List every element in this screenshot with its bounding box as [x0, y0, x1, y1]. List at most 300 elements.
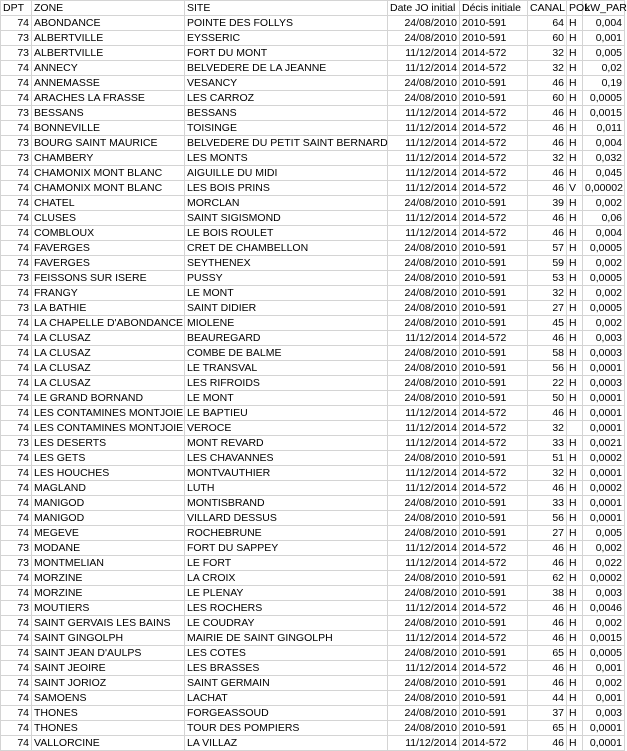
cell-dpt[interactable]: 74 [1, 736, 32, 751]
cell-canal[interactable]: 62 [528, 571, 567, 586]
cell-kw[interactable]: 0,0015 [583, 631, 625, 646]
cell-zone[interactable]: ALBERTVILLE [32, 46, 185, 61]
cell-kw[interactable]: 0,06 [583, 211, 625, 226]
cell-pol[interactable]: H [567, 16, 583, 31]
cell-site[interactable]: TOISINGE [185, 121, 388, 136]
cell-dpt[interactable]: 74 [1, 616, 32, 631]
cell-date[interactable]: 24/08/2010 [388, 91, 460, 106]
cell-site[interactable]: BELVEDERE DU PETIT SAINT BERNARD [185, 136, 388, 151]
cell-zone[interactable]: ABONDANCE [32, 16, 185, 31]
header-decis[interactable]: Décis initiale [460, 1, 528, 16]
cell-dpt[interactable]: 73 [1, 556, 32, 571]
cell-decis[interactable]: 2010-591 [460, 256, 528, 271]
cell-zone[interactable]: LES HOUCHES [32, 466, 185, 481]
cell-decis[interactable]: 2010-591 [460, 196, 528, 211]
cell-dpt[interactable]: 74 [1, 121, 32, 136]
cell-decis[interactable]: 2010-591 [460, 571, 528, 586]
cell-decis[interactable]: 2010-591 [460, 676, 528, 691]
cell-zone[interactable]: THONES [32, 706, 185, 721]
cell-zone[interactable]: ALBERTVILLE [32, 31, 185, 46]
cell-dpt[interactable]: 74 [1, 286, 32, 301]
cell-dpt[interactable]: 73 [1, 301, 32, 316]
cell-zone[interactable]: SAINT JEOIRE [32, 661, 185, 676]
cell-date[interactable]: 24/08/2010 [388, 361, 460, 376]
cell-canal[interactable]: 27 [528, 526, 567, 541]
cell-kw[interactable]: 0,0015 [583, 106, 625, 121]
cell-pol[interactable]: H [567, 601, 583, 616]
cell-canal[interactable]: 37 [528, 706, 567, 721]
cell-pol[interactable]: H [567, 406, 583, 421]
cell-dpt[interactable]: 73 [1, 31, 32, 46]
cell-decis[interactable]: 2010-591 [460, 376, 528, 391]
cell-site[interactable]: LUTH [185, 481, 388, 496]
cell-canal[interactable]: 46 [528, 121, 567, 136]
cell-decis[interactable]: 2010-591 [460, 706, 528, 721]
cell-kw[interactable]: 0,0001 [583, 391, 625, 406]
cell-decis[interactable]: 2010-591 [460, 91, 528, 106]
cell-decis[interactable]: 2014-572 [460, 556, 528, 571]
cell-dpt[interactable]: 74 [1, 586, 32, 601]
cell-kw[interactable]: 0,0001 [583, 511, 625, 526]
cell-decis[interactable]: 2010-591 [460, 301, 528, 316]
cell-dpt[interactable]: 74 [1, 466, 32, 481]
cell-zone[interactable]: ANNEMASSE [32, 76, 185, 91]
cell-date[interactable]: 24/08/2010 [388, 271, 460, 286]
cell-canal[interactable]: 32 [528, 466, 567, 481]
cell-dpt[interactable]: 74 [1, 451, 32, 466]
cell-date[interactable]: 11/12/2014 [388, 211, 460, 226]
cell-site[interactable]: VESANCY [185, 76, 388, 91]
cell-zone[interactable]: CHAMONIX MONT BLANC [32, 166, 185, 181]
cell-decis[interactable]: 2010-591 [460, 451, 528, 466]
cell-canal[interactable]: 46 [528, 106, 567, 121]
cell-date[interactable]: 24/08/2010 [388, 346, 460, 361]
cell-decis[interactable]: 2014-572 [460, 421, 528, 436]
cell-canal[interactable]: 46 [528, 211, 567, 226]
cell-pol[interactable]: H [567, 721, 583, 736]
cell-canal[interactable]: 59 [528, 256, 567, 271]
cell-site[interactable]: LA VILLAZ [185, 736, 388, 751]
cell-zone[interactable]: SAINT JEAN D'AULPS [32, 646, 185, 661]
cell-pol[interactable]: H [567, 661, 583, 676]
cell-dpt[interactable]: 74 [1, 76, 32, 91]
cell-canal[interactable]: 22 [528, 376, 567, 391]
cell-kw[interactable]: 0,001 [583, 691, 625, 706]
cell-site[interactable]: FORT DU SAPPEY [185, 541, 388, 556]
cell-zone[interactable]: MANIGOD [32, 511, 185, 526]
cell-kw[interactable]: 0,002 [583, 286, 625, 301]
cell-dpt[interactable]: 73 [1, 106, 32, 121]
cell-dpt[interactable]: 74 [1, 331, 32, 346]
cell-date[interactable]: 11/12/2014 [388, 136, 460, 151]
cell-decis[interactable]: 2010-591 [460, 721, 528, 736]
cell-canal[interactable]: 32 [528, 151, 567, 166]
cell-dpt[interactable]: 74 [1, 481, 32, 496]
cell-date[interactable]: 11/12/2014 [388, 466, 460, 481]
cell-kw[interactable]: 0,011 [583, 121, 625, 136]
cell-kw[interactable]: 0,005 [583, 46, 625, 61]
cell-zone[interactable]: MONTMELIAN [32, 556, 185, 571]
cell-zone[interactable]: ANNECY [32, 61, 185, 76]
cell-decis[interactable]: 2010-591 [460, 646, 528, 661]
cell-zone[interactable]: BOURG SAINT MAURICE [32, 136, 185, 151]
cell-site[interactable]: COMBE DE BALME [185, 346, 388, 361]
cell-kw[interactable]: 0,0001 [583, 466, 625, 481]
cell-canal[interactable]: 46 [528, 616, 567, 631]
cell-kw[interactable]: 0,002 [583, 316, 625, 331]
cell-zone[interactable]: LA CLUSAZ [32, 346, 185, 361]
cell-dpt[interactable]: 74 [1, 691, 32, 706]
cell-zone[interactable]: MORZINE [32, 586, 185, 601]
cell-dpt[interactable]: 73 [1, 136, 32, 151]
cell-decis[interactable]: 2010-591 [460, 316, 528, 331]
cell-canal[interactable]: 46 [528, 136, 567, 151]
cell-site[interactable]: POINTE DES FOLLYS [185, 16, 388, 31]
cell-decis[interactable]: 2014-572 [460, 601, 528, 616]
cell-site[interactable]: LE MONT [185, 286, 388, 301]
cell-decis[interactable]: 2010-591 [460, 346, 528, 361]
cell-date[interactable]: 11/12/2014 [388, 151, 460, 166]
cell-date[interactable]: 11/12/2014 [388, 331, 460, 346]
cell-pol[interactable]: H [567, 166, 583, 181]
cell-kw[interactable]: 0,0003 [583, 376, 625, 391]
cell-site[interactable]: PUSSY [185, 271, 388, 286]
cell-zone[interactable]: COMBLOUX [32, 226, 185, 241]
cell-kw[interactable]: 0,0046 [583, 601, 625, 616]
cell-zone[interactable]: MOUTIERS [32, 601, 185, 616]
cell-site[interactable]: MIOLENE [185, 316, 388, 331]
cell-site[interactable]: SEYTHENEX [185, 256, 388, 271]
cell-zone[interactable]: MORZINE [32, 571, 185, 586]
cell-date[interactable]: 24/08/2010 [388, 196, 460, 211]
cell-pol[interactable]: H [567, 76, 583, 91]
cell-site[interactable]: LE BAPTIEU [185, 406, 388, 421]
cell-kw[interactable]: 0,0005 [583, 646, 625, 661]
cell-date[interactable]: 11/12/2014 [388, 736, 460, 751]
cell-kw[interactable]: 0,001 [583, 31, 625, 46]
cell-pol[interactable]: V [567, 181, 583, 196]
cell-date[interactable]: 24/08/2010 [388, 571, 460, 586]
cell-kw[interactable]: 0,0001 [583, 736, 625, 751]
header-kw[interactable]: kW_PAR [583, 1, 625, 16]
cell-kw[interactable]: 0,003 [583, 586, 625, 601]
cell-canal[interactable]: 58 [528, 346, 567, 361]
cell-canal[interactable]: 46 [528, 631, 567, 646]
cell-zone[interactable]: LA CLUSAZ [32, 331, 185, 346]
cell-dpt[interactable]: 74 [1, 406, 32, 421]
cell-kw[interactable]: 0,02 [583, 61, 625, 76]
cell-zone[interactable]: THONES [32, 721, 185, 736]
cell-date[interactable]: 24/08/2010 [388, 241, 460, 256]
cell-site[interactable]: BESSANS [185, 106, 388, 121]
cell-canal[interactable]: 53 [528, 271, 567, 286]
cell-dpt[interactable]: 74 [1, 706, 32, 721]
cell-kw[interactable]: 0,0021 [583, 436, 625, 451]
cell-kw[interactable]: 0,003 [583, 331, 625, 346]
cell-dpt[interactable]: 74 [1, 16, 32, 31]
cell-decis[interactable]: 2010-591 [460, 16, 528, 31]
cell-kw[interactable]: 0,002 [583, 616, 625, 631]
cell-zone[interactable]: CHAMBERY [32, 151, 185, 166]
cell-canal[interactable]: 32 [528, 421, 567, 436]
cell-pol[interactable]: H [567, 91, 583, 106]
cell-pol[interactable]: H [567, 106, 583, 121]
cell-zone[interactable]: MANIGOD [32, 496, 185, 511]
cell-site[interactable]: LE PLENAY [185, 586, 388, 601]
cell-pol[interactable]: H [567, 331, 583, 346]
cell-kw[interactable]: 0,001 [583, 661, 625, 676]
cell-date[interactable]: 24/08/2010 [388, 16, 460, 31]
cell-pol[interactable]: H [567, 226, 583, 241]
header-dpt[interactable]: DPT [1, 1, 32, 16]
cell-canal[interactable]: 46 [528, 661, 567, 676]
cell-pol[interactable]: H [567, 376, 583, 391]
cell-site[interactable]: LES BRASSES [185, 661, 388, 676]
cell-kw[interactable]: 0,00002 [583, 181, 625, 196]
cell-date[interactable]: 24/08/2010 [388, 256, 460, 271]
cell-site[interactable]: LACHAT [185, 691, 388, 706]
cell-site[interactable]: MAIRIE DE SAINT GINGOLPH [185, 631, 388, 646]
cell-dpt[interactable]: 74 [1, 421, 32, 436]
cell-canal[interactable]: 33 [528, 496, 567, 511]
cell-pol[interactable]: H [567, 526, 583, 541]
cell-kw[interactable]: 0,045 [583, 166, 625, 181]
cell-decis[interactable]: 2010-591 [460, 76, 528, 91]
cell-dpt[interactable]: 74 [1, 91, 32, 106]
cell-kw[interactable]: 0,0005 [583, 241, 625, 256]
cell-date[interactable]: 24/08/2010 [388, 676, 460, 691]
cell-canal[interactable]: 65 [528, 721, 567, 736]
cell-zone[interactable]: LES CONTAMINES MONTJOIE [32, 406, 185, 421]
cell-decis[interactable]: 2010-591 [460, 271, 528, 286]
cell-decis[interactable]: 2010-591 [460, 496, 528, 511]
cell-pol[interactable] [567, 421, 583, 436]
cell-dpt[interactable]: 74 [1, 196, 32, 211]
cell-decis[interactable]: 2010-591 [460, 241, 528, 256]
cell-site[interactable]: LES BOIS PRINS [185, 181, 388, 196]
cell-decis[interactable]: 2014-572 [460, 541, 528, 556]
cell-decis[interactable]: 2014-572 [460, 631, 528, 646]
cell-canal[interactable]: 51 [528, 451, 567, 466]
cell-decis[interactable]: 2010-591 [460, 361, 528, 376]
cell-pol[interactable]: H [567, 316, 583, 331]
cell-decis[interactable]: 2014-572 [460, 331, 528, 346]
cell-site[interactable]: VILLARD DESSUS [185, 511, 388, 526]
cell-zone[interactable]: SAINT GINGOLPH [32, 631, 185, 646]
cell-date[interactable]: 24/08/2010 [388, 526, 460, 541]
cell-dpt[interactable]: 74 [1, 316, 32, 331]
cell-kw[interactable]: 0,0002 [583, 571, 625, 586]
cell-dpt[interactable]: 74 [1, 181, 32, 196]
cell-canal[interactable]: 50 [528, 391, 567, 406]
cell-site[interactable]: LE MONT [185, 391, 388, 406]
cell-site[interactable]: LE TRANSVAL [185, 361, 388, 376]
cell-zone[interactable]: FEISSONS SUR ISERE [32, 271, 185, 286]
cell-pol[interactable]: H [567, 736, 583, 751]
cell-pol[interactable]: H [567, 31, 583, 46]
cell-canal[interactable]: 46 [528, 406, 567, 421]
cell-canal[interactable]: 60 [528, 31, 567, 46]
cell-pol[interactable]: H [567, 511, 583, 526]
cell-site[interactable]: FORGEASSOUD [185, 706, 388, 721]
cell-site[interactable]: LES RIFROIDS [185, 376, 388, 391]
cell-date[interactable]: 24/08/2010 [388, 496, 460, 511]
cell-date[interactable]: 11/12/2014 [388, 121, 460, 136]
cell-date[interactable]: 24/08/2010 [388, 646, 460, 661]
cell-date[interactable]: 11/12/2014 [388, 436, 460, 451]
cell-decis[interactable]: 2014-572 [460, 121, 528, 136]
cell-pol[interactable]: H [567, 436, 583, 451]
cell-kw[interactable]: 0,0005 [583, 91, 625, 106]
cell-canal[interactable]: 60 [528, 91, 567, 106]
cell-pol[interactable]: H [567, 361, 583, 376]
cell-decis[interactable]: 2010-591 [460, 511, 528, 526]
cell-pol[interactable]: H [567, 706, 583, 721]
cell-canal[interactable]: 46 [528, 181, 567, 196]
cell-date[interactable]: 24/08/2010 [388, 376, 460, 391]
cell-canal[interactable]: 38 [528, 586, 567, 601]
cell-site[interactable]: LE COUDRAY [185, 616, 388, 631]
cell-dpt[interactable]: 74 [1, 61, 32, 76]
cell-pol[interactable]: H [567, 46, 583, 61]
cell-canal[interactable]: 33 [528, 436, 567, 451]
cell-dpt[interactable]: 73 [1, 271, 32, 286]
cell-canal[interactable]: 65 [528, 646, 567, 661]
cell-kw[interactable]: 0,002 [583, 196, 625, 211]
cell-date[interactable]: 24/08/2010 [388, 301, 460, 316]
cell-canal[interactable]: 46 [528, 541, 567, 556]
cell-zone[interactable]: VALLORCINE [32, 736, 185, 751]
cell-site[interactable]: LES ROCHERS [185, 601, 388, 616]
cell-dpt[interactable]: 74 [1, 361, 32, 376]
cell-date[interactable]: 24/08/2010 [388, 451, 460, 466]
cell-site[interactable]: EYSSERIC [185, 31, 388, 46]
cell-zone[interactable]: FAVERGES [32, 241, 185, 256]
cell-zone[interactable]: LA BATHIE [32, 301, 185, 316]
cell-dpt[interactable]: 74 [1, 661, 32, 676]
cell-decis[interactable]: 2010-591 [460, 616, 528, 631]
header-site[interactable]: SITE [185, 1, 388, 16]
cell-site[interactable]: BELVEDERE DE LA JEANNE [185, 61, 388, 76]
cell-kw[interactable]: 0,0005 [583, 301, 625, 316]
cell-dpt[interactable]: 74 [1, 256, 32, 271]
cell-zone[interactable]: LA CHAPELLE D'ABONDANCE [32, 316, 185, 331]
cell-pol[interactable]: H [567, 346, 583, 361]
cell-site[interactable]: FORT DU MONT [185, 46, 388, 61]
cell-kw[interactable]: 0,19 [583, 76, 625, 91]
cell-pol[interactable]: H [567, 286, 583, 301]
cell-decis[interactable]: 2014-572 [460, 151, 528, 166]
cell-pol[interactable]: H [567, 391, 583, 406]
cell-kw[interactable]: 0,0001 [583, 421, 625, 436]
cell-zone[interactable]: CHAMONIX MONT BLANC [32, 181, 185, 196]
cell-decis[interactable]: 2014-572 [460, 106, 528, 121]
cell-zone[interactable]: LES GETS [32, 451, 185, 466]
cell-decis[interactable]: 2010-591 [460, 391, 528, 406]
cell-canal[interactable]: 46 [528, 676, 567, 691]
cell-site[interactable]: LE FORT [185, 556, 388, 571]
cell-zone[interactable]: SAINT JORIOZ [32, 676, 185, 691]
cell-date[interactable]: 11/12/2014 [388, 106, 460, 121]
cell-date[interactable]: 24/08/2010 [388, 586, 460, 601]
cell-site[interactable]: MONTVAUTHIER [185, 466, 388, 481]
cell-date[interactable]: 11/12/2014 [388, 406, 460, 421]
cell-decis[interactable]: 2010-591 [460, 286, 528, 301]
cell-decis[interactable]: 2014-572 [460, 181, 528, 196]
cell-canal[interactable]: 46 [528, 76, 567, 91]
header-canal[interactable]: CANAL [528, 1, 567, 16]
cell-canal[interactable]: 46 [528, 481, 567, 496]
cell-canal[interactable]: 27 [528, 301, 567, 316]
cell-dpt[interactable]: 74 [1, 631, 32, 646]
cell-site[interactable]: SAINT DIDIER [185, 301, 388, 316]
cell-site[interactable]: LA CROIX [185, 571, 388, 586]
cell-zone[interactable]: LE GRAND BORNAND [32, 391, 185, 406]
cell-date[interactable]: 24/08/2010 [388, 691, 460, 706]
cell-dpt[interactable]: 74 [1, 646, 32, 661]
cell-date[interactable]: 24/08/2010 [388, 511, 460, 526]
cell-dpt[interactable]: 74 [1, 676, 32, 691]
cell-canal[interactable]: 32 [528, 61, 567, 76]
cell-date[interactable]: 11/12/2014 [388, 601, 460, 616]
cell-site[interactable]: TOUR DES POMPIERS [185, 721, 388, 736]
cell-pol[interactable]: H [567, 196, 583, 211]
cell-date[interactable]: 24/08/2010 [388, 76, 460, 91]
cell-site[interactable]: VEROCE [185, 421, 388, 436]
cell-zone[interactable]: CHATEL [32, 196, 185, 211]
cell-pol[interactable]: H [567, 481, 583, 496]
cell-dpt[interactable]: 73 [1, 541, 32, 556]
cell-decis[interactable]: 2010-591 [460, 691, 528, 706]
cell-zone[interactable]: MEGEVE [32, 526, 185, 541]
cell-pol[interactable]: H [567, 151, 583, 166]
cell-site[interactable]: CRET DE CHAMBELLON [185, 241, 388, 256]
cell-pol[interactable]: H [567, 496, 583, 511]
cell-date[interactable]: 11/12/2014 [388, 166, 460, 181]
cell-decis[interactable]: 2010-591 [460, 31, 528, 46]
cell-site[interactable]: SAINT GERMAIN [185, 676, 388, 691]
cell-decis[interactable]: 2014-572 [460, 736, 528, 751]
cell-dpt[interactable]: 74 [1, 241, 32, 256]
cell-kw[interactable]: 0,0001 [583, 721, 625, 736]
cell-canal[interactable]: 46 [528, 166, 567, 181]
cell-kw[interactable]: 0,005 [583, 526, 625, 541]
cell-pol[interactable]: H [567, 256, 583, 271]
cell-canal[interactable]: 46 [528, 736, 567, 751]
cell-kw[interactable]: 0,004 [583, 226, 625, 241]
cell-date[interactable]: 11/12/2014 [388, 226, 460, 241]
cell-canal[interactable]: 64 [528, 16, 567, 31]
cell-site[interactable]: LE BOIS ROULET [185, 226, 388, 241]
cell-kw[interactable]: 0,0001 [583, 406, 625, 421]
cell-kw[interactable]: 0,0002 [583, 451, 625, 466]
cell-dpt[interactable]: 73 [1, 436, 32, 451]
cell-date[interactable]: 11/12/2014 [388, 46, 460, 61]
cell-zone[interactable]: SAINT GERVAIS LES BAINS [32, 616, 185, 631]
cell-pol[interactable]: H [567, 271, 583, 286]
cell-pol[interactable]: H [567, 241, 583, 256]
cell-decis[interactable]: 2014-572 [460, 406, 528, 421]
cell-dpt[interactable]: 74 [1, 211, 32, 226]
cell-date[interactable]: 24/08/2010 [388, 31, 460, 46]
cell-date[interactable]: 11/12/2014 [388, 631, 460, 646]
header-pol[interactable]: POL [567, 1, 583, 16]
cell-pol[interactable]: H [567, 466, 583, 481]
cell-kw[interactable]: 0,002 [583, 541, 625, 556]
cell-canal[interactable]: 57 [528, 241, 567, 256]
cell-canal[interactable]: 46 [528, 331, 567, 346]
cell-decis[interactable]: 2010-591 [460, 526, 528, 541]
